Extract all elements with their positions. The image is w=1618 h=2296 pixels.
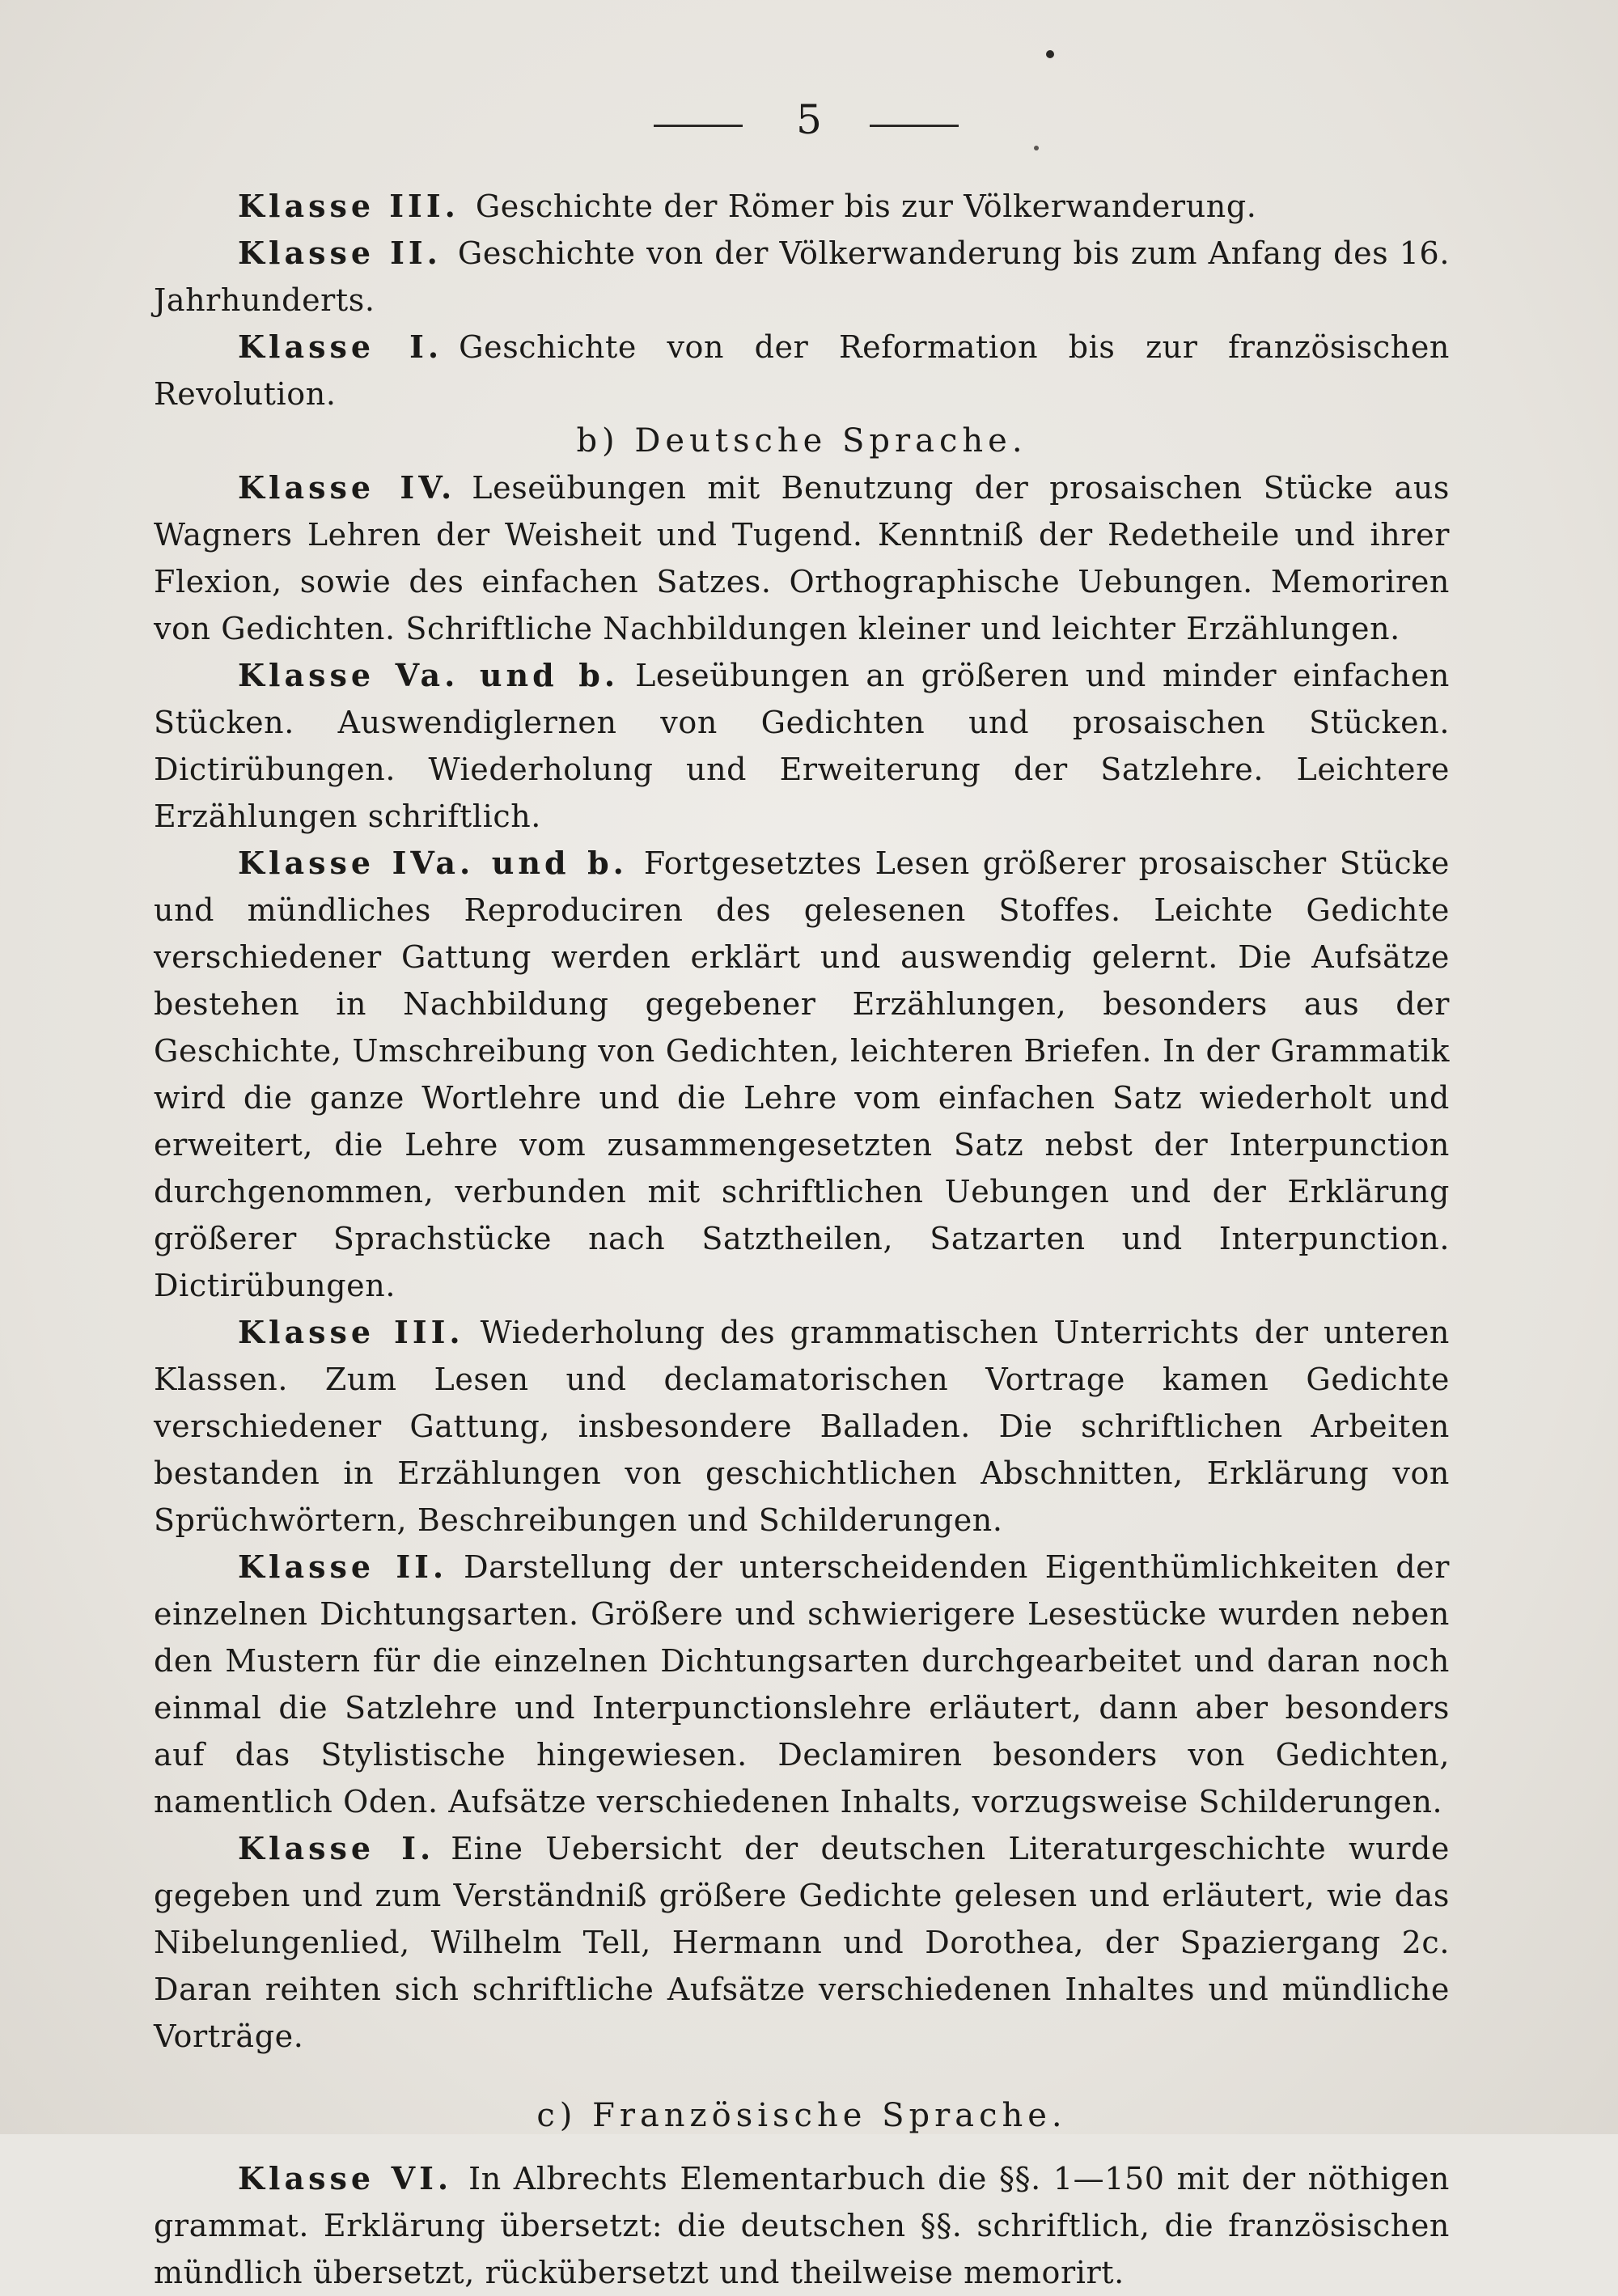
german-entry-klasse-3 [154,1309,1450,1544]
klasse-label: Klasse III. [238,1314,464,1350]
ink-spot-small [1034,146,1039,150]
entry-text: Fortgesetztes Lesen größerer prosaischer Stücke und mündliches Reproduciren des gelesenen Stoffes. Leichte Gedichte verschiedener Gattung werden erklärt und auswendig gelernt. Die Aufsätze bestehen in Nachbildung gegebener Erzählungen, besonders aus der Geschichte, Umschreibung von Gedichten, leichteren Briefen. In der Grammatik wird die ganze Wortlehre und die Lehre vom einfachen Satz wiederholt und erweitert, die Lehre vom zusammengesetzten Satz nebst der Interpunction durchgenommen, verbunden mit schriftlichen Uebungen und der Erklärung größerer Sprachstücke nach Satztheilen, Satzarten und Interpunction. Dictirübungen. [154,845,1450,1303]
header-rule-right [870,125,959,127]
klasse-label: Klasse II. [238,1548,448,1585]
german-section [154,417,1450,2060]
page-content [154,183,1450,2296]
ink-spot [1046,50,1054,58]
entry-text: Geschichte von der Reformation bis zur französischen Revolution. [154,329,1450,412]
german-entry-klasse-4 [154,464,1450,652]
klasse-label: Klasse III. [238,188,460,224]
entry-text: Geschichte der Römer bis zur Völkerwanderung. [475,189,1257,224]
entry-text: In Albrechts Elementarbuch die §§. 1—150 mit der nöthigen grammat. Erklärung übersetzt: die deutschen §§. schriftlich, die französischen mündlich übersetzt, rückübersetzt und theilweise memorirt. [154,2161,1450,2290]
entry-text: Geschichte von der Völkerwanderung bis zum Anfang des 16. Jahrhunderts. [154,235,1450,318]
page-header [0,95,1618,144]
klasse-label: Klasse Va. und b. [238,657,620,693]
german-entry-klasse-4ab [154,840,1450,1309]
history-entry-klasse-1 [154,324,1450,417]
klasse-label: Klasse IV. [238,469,456,506]
history-entry-klasse-3 [154,183,1450,230]
german-entry-klasse-5 [154,652,1450,840]
section-heading-french: c) Französische Sprache. [536,2097,1067,2134]
entry-text: Darstellung der unterscheidenden Eigenthümlichkeiten der einzelnen Dichtungsarten. Größere und schwierigere Lesestücke wurden neben den Mustern für die einzelnen Dichtungsarten durchgearbeitet und daran noch einmal die Satzlehre und Interpunctionslehre erläutert, dann aber besonders auf das Stylistische hingewiesen. Declamiren besonders von Gedichten, namentlich Oden. Aufsätze verschiedenen Inhalts, vorzugsweise Schilderungen. [154,1549,1450,1819]
section-heading-german: b) Deutsche Sprache. [576,422,1027,460]
klasse-label: Klasse I. [238,328,443,365]
french-entry-klasse-6 [154,2155,1450,2296]
history-entry-klasse-2 [154,230,1450,324]
klasse-label: Klasse II. [238,235,442,271]
klasse-label: Klasse IVa. und b. [238,845,628,881]
entry-text: Leseübungen an größeren und minder einfachen Stücken. Auswendiglernen von Gedichten und prosaischen Stücken. Dictirübungen. Wiederholung und Erweiterung der Satzlehre. Leichtere Erzählungen schriftlich. [154,658,1451,834]
history-section [154,183,1450,417]
header-rule-left [654,125,743,127]
french-section [154,2092,1450,2296]
page-number: 5 [796,96,822,143]
german-entry-klasse-1 [154,1825,1450,2060]
klasse-label: Klasse I. [238,1830,435,1866]
german-entry-klasse-2 [154,1544,1450,1825]
entry-text: Leseübungen mit Benutzung der prosaischen Stücke aus Wagners Lehren der Weisheit und Tugend. Kenntniß der Redetheile und ihrer Flexion, sowie des einfachen Satzes. Orthographische Uebungen. Memoriren von Gedichten. Schriftliche Nachbildungen kleiner und leichter Erzählungen. [154,470,1450,646]
klasse-label: Klasse VI. [238,2160,453,2196]
entry-text: Eine Uebersicht der deutschen Literaturgeschichte wurde gegeben und zum Verständniß größere Gedichte gelesen und erläutert, wie das Nibelungenlied, Wilhelm Tell, Hermann und Dorothea, der Spaziergang 2c. Daran reihten sich schriftliche Aufsätze verschiedenen Inhaltes und mündliche Vorträge. [154,1831,1450,2054]
entry-text: Wiederholung des grammatischen Unterrichts der unteren Klassen. Zum Lesen und declamatorischen Vortrage kamen Gedichte verschiedener Gattung, insbesondere Balladen. Die schriftlichen Arbeiten bestanden in Erzählungen von geschichtlichen Abschnitten, Erklärung von Sprüchwörtern, Beschreibungen und Schilderungen. [154,1315,1450,1538]
